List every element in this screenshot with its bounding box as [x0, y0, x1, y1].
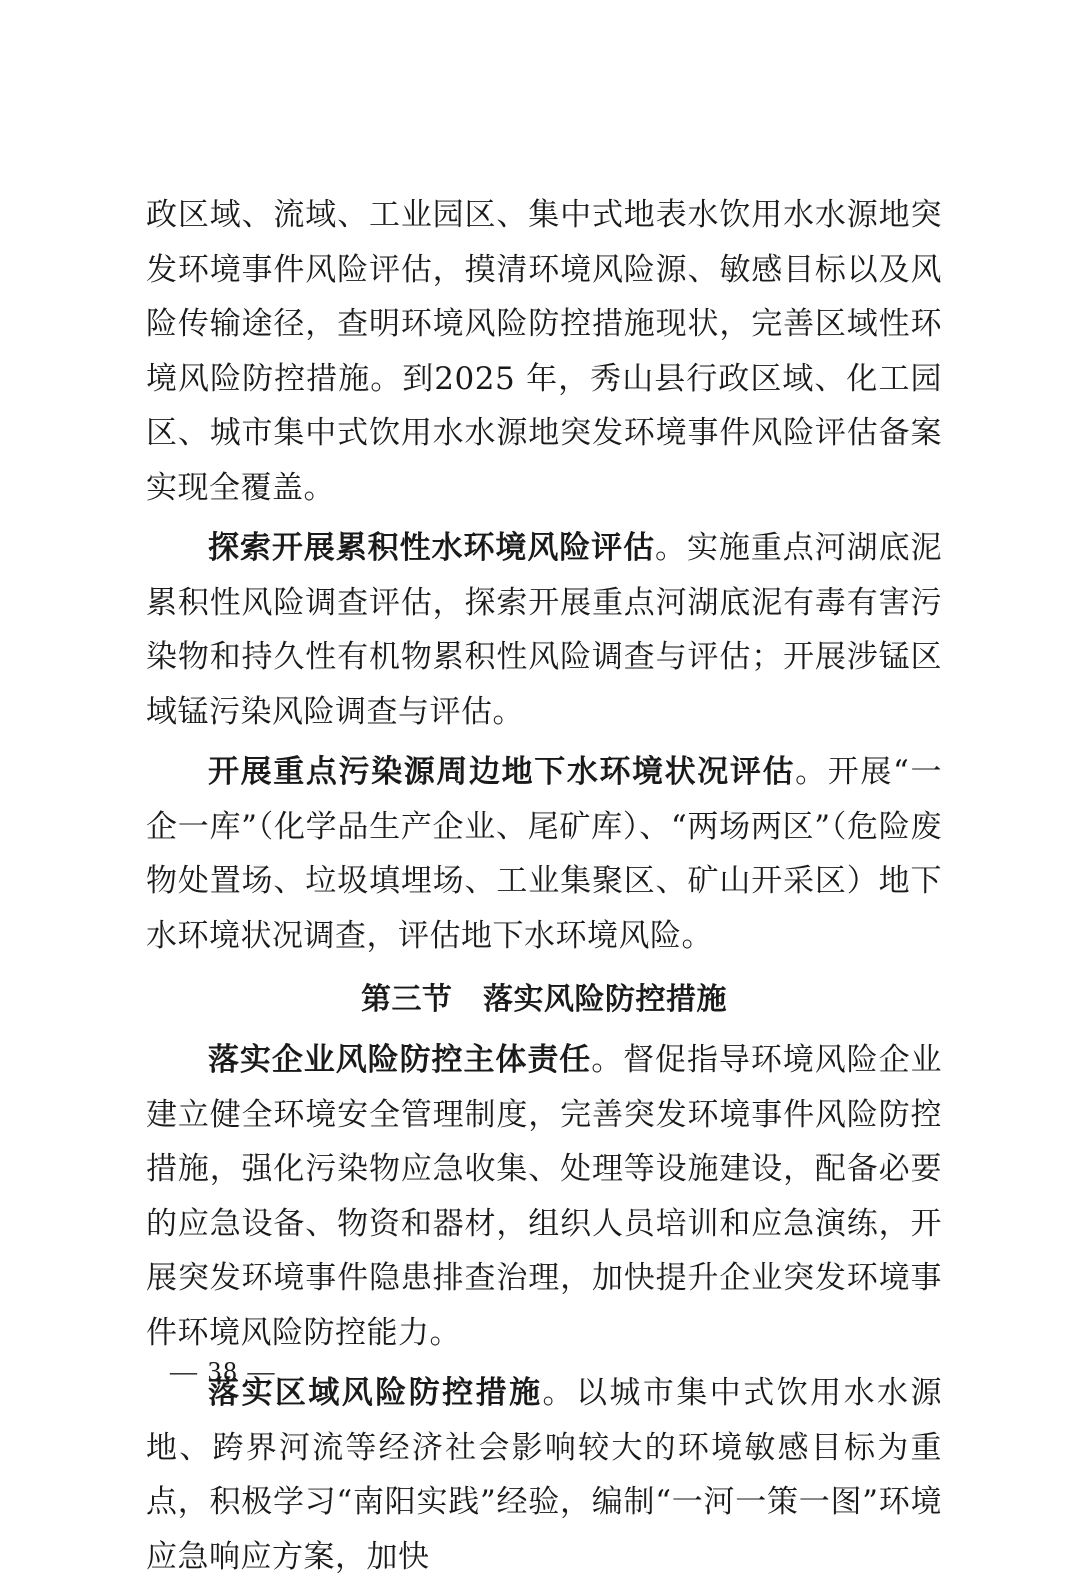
paragraph-text: 政区域、流域、工业园区、集中式地表水饮用水水源地突发环境事件风险评估，摸清环境风险源、敏感目标以及风险传输途径，查明环境风险防控措施现状，完善区域性环境风险防控措施。到2025 年，秀山县行政区域、化工园区、城市集中式饮用水水源地突发环境事件风险评估备案实现全覆盖。	[146, 197, 942, 506]
page-number: — 38 —	[170, 1356, 277, 1386]
paragraph-regional-measures	[146, 1366, 942, 1584]
paragraph-text: 。实施重点河湖底泥累积性风险调查评估，探索开展重点河湖底泥有毒有害污染物和持久性有机物累积性风险调查与评估；开展涉锰区域锰污染风险调查与评估。	[146, 530, 943, 730]
paragraph-lead: 开展重点污染源周边地下水环境状况评估	[208, 754, 796, 790]
section-heading: 第三节 落实风险防控措施	[361, 982, 727, 1017]
paragraph-text: 。开展“一企一库”（化学品生产企业、尾矿库）、“两场两区”（危险废物处置场、垃圾填埋场、工业集聚区、矿山开采区）地下水环境状况调查，评估地下水环境风险。	[146, 754, 942, 954]
paragraph-lead: 落实区域风险防控措施	[208, 1375, 543, 1411]
paragraph-text: 。以城市集中式饮用水水源地、跨界河流等经济社会影响较大的环境敏感目标为重点，积极学习“南阳实践”经验，编制“一河一策一图”环境应急响应方案，加快	[146, 1375, 943, 1575]
paragraph-lead: 探索开展累积性水环境风险评估	[208, 530, 656, 566]
paragraph-enterprise-responsibility	[146, 1033, 942, 1360]
paragraph-continued	[146, 188, 942, 515]
paragraph-groundwater	[146, 745, 942, 963]
paragraph-text: 。督促指导环境风险企业建立健全环境安全管理制度，完善突发环境事件风险防控措施，强化污染物应急收集、处理等设施建设，配备必要的应急设备、物资和器材，组织人员培训和应急演练，开展突发环境事件隐患排查治理，加快提升企业突发环境事件环境风险防控能力。	[146, 1042, 943, 1351]
paragraph-cumulative-risk	[146, 521, 942, 739]
paragraph-lead: 落实企业风险防控主体责任	[208, 1042, 592, 1078]
